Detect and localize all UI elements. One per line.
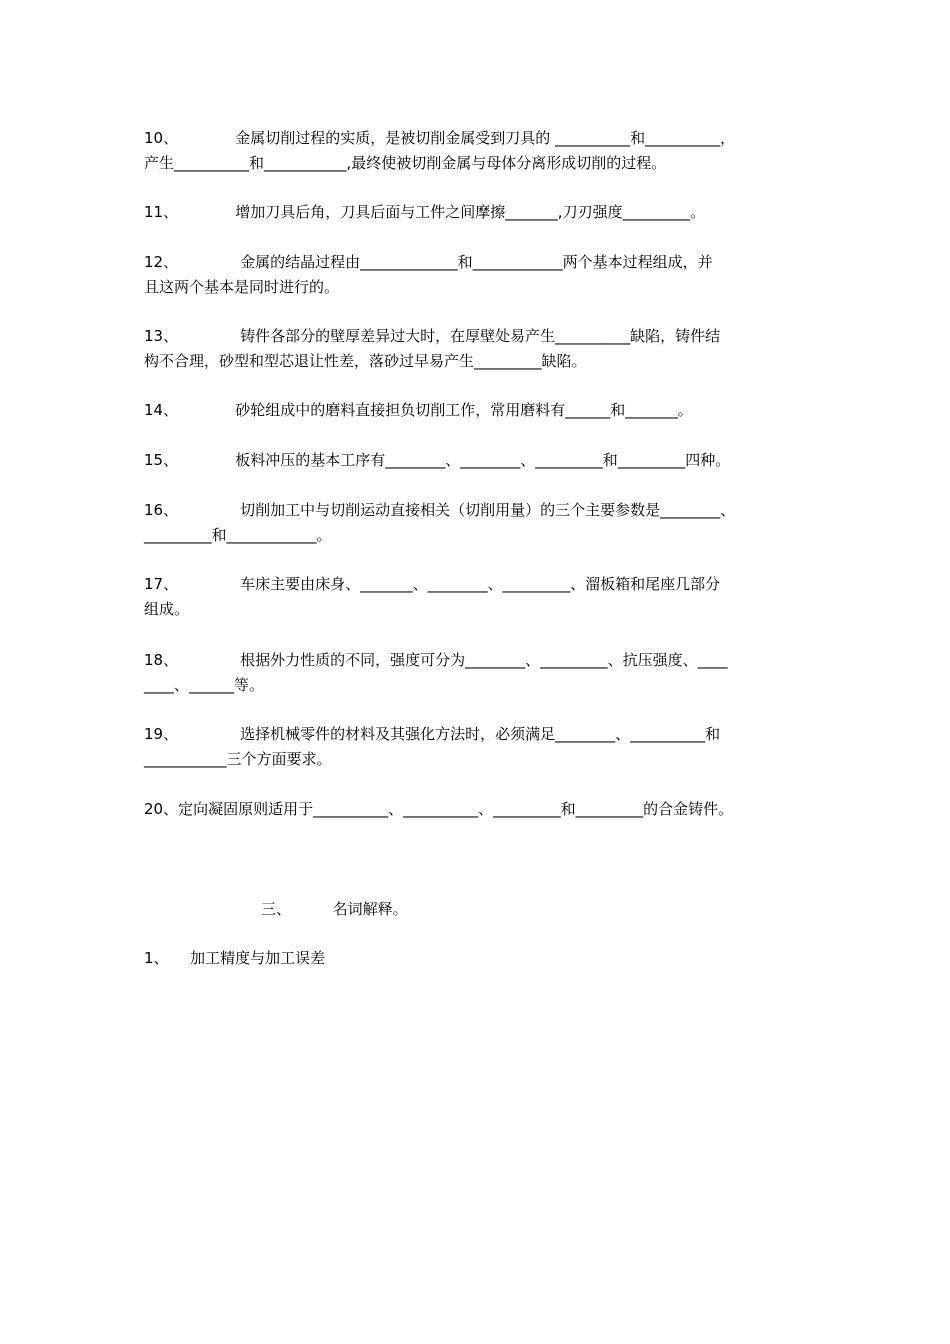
question-line: 10、 金属切削过程的实质，是被切削金属受到刀具的 __________和__________， <box>144 129 736 147</box>
question-line: ____、______等。 <box>144 676 265 694</box>
question-16 <box>144 498 814 548</box>
question-line: 产生__________和___________,最终使被切削金属与母体分离形成切削的过程。 <box>144 154 667 172</box>
question-line: 20、定向凝固原则适用于__________、__________、_________和_________的合金铸件。 <box>144 800 734 818</box>
question-line: 组成。 <box>144 600 190 618</box>
question-line: ___________三个方面要求。 <box>144 750 332 768</box>
question-line: 17、 车床主要由床身、_______、________、_________、溜板箱和尾座几部分 <box>144 575 721 593</box>
term-number: 1、 <box>144 949 169 967</box>
question-line: 14、 砂轮组成中的磨料直接担负切削工作，常用磨料有______和_______。 <box>144 401 693 419</box>
question-line: _________和____________。 <box>144 526 332 544</box>
section-number: 三、 <box>261 900 292 918</box>
question-line: 18、 根据外力性质的不同，强度可分为________、_________、抗压强度、____ <box>144 651 728 669</box>
question-15 <box>144 448 814 473</box>
term-text: 加工精度与加工误差 <box>190 949 326 967</box>
question-line: 且这两个基本是同时进行的。 <box>144 278 340 296</box>
question-line: 15、 板料冲压的基本工序有________、________、_________和_________四种。 <box>144 451 731 469</box>
question-13 <box>144 324 814 374</box>
question-line: 11、 增加刀具后角，刀具后面与工件之间摩擦_______,刀刃强度_________。 <box>144 203 706 221</box>
question-line: 构不合理，砂型和型芯退让性差，落砂过早易产生_________缺陷。 <box>144 352 587 370</box>
question-10 <box>144 126 814 176</box>
question-11 <box>144 200 814 225</box>
question-19 <box>144 722 814 772</box>
question-line: 16、 切削加工中与切削运动直接相关（切削用量）的三个主要参数是________、 <box>144 501 736 519</box>
question-14 <box>144 398 814 423</box>
question-line: 12、 金属的结晶过程由_____________和____________两个基本过程组成，并 <box>144 253 713 271</box>
term-item-1 <box>144 946 325 971</box>
question-line: 19、 选择机械零件的材料及其强化方法时，必须满足________、__________和 <box>144 725 721 743</box>
question-18 <box>144 648 814 698</box>
question-17 <box>144 572 814 622</box>
question-12 <box>144 250 814 300</box>
question-20 <box>144 797 814 822</box>
question-line: 13、 铸件各部分的壁厚差异过大时，在厚壁处易产生__________缺陷，铸件结 <box>144 327 721 345</box>
section-heading <box>261 897 408 922</box>
section-title: 名词解释。 <box>332 900 408 918</box>
